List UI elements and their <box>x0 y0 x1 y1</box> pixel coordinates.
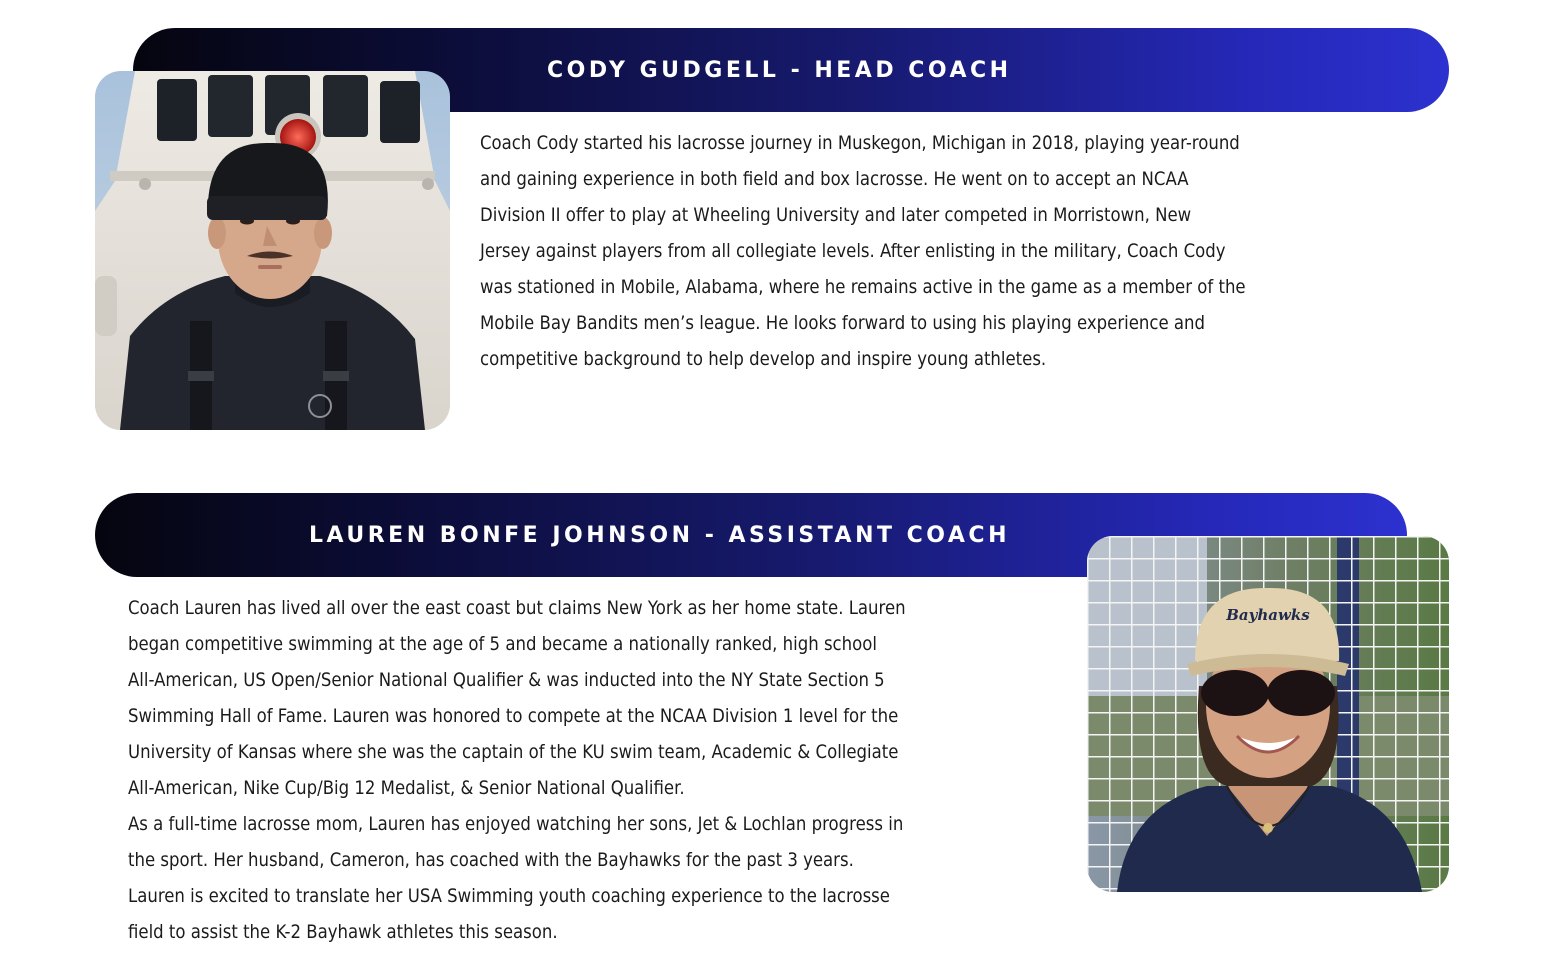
bio-line: University of Kansas where she was the captain of the KU swim team, Academic & Collegiate <box>128 741 899 763</box>
bio-line: Jersey against players from all collegiate levels. After enlisting in the military, Coach Cody <box>480 240 1226 262</box>
head-coach-photo <box>95 71 450 430</box>
bio-line: All-American, Nike Cup/Big 12 Medalist, & Senior National Qualifier. <box>128 777 685 799</box>
assistant-coach-photo <box>1087 536 1449 892</box>
bio-line: Lauren is excited to translate her USA Swimming youth coaching experience to the lacrosse <box>128 885 890 907</box>
bio-line: Coach Lauren has lived all over the east coast but claims New York as her home state. Lauren <box>128 597 906 619</box>
head-coach-bio <box>480 125 1411 377</box>
bio-line: was stationed in Mobile, Alabama, where he remains active in the game as a member of the <box>480 276 1246 298</box>
bio-line: Mobile Bay Bandits men’s league. He looks forward to using his playing experience and <box>480 312 1205 334</box>
bio-line: All-American, US Open/Senior National Qualifier & was inducted into the NY State Section 5 <box>128 669 885 691</box>
assistant-coach-bio <box>128 590 1059 950</box>
bio-line: Coach Cody started his lacrosse journey in Muskegon, Michigan in 2018, playing year-round <box>480 132 1240 154</box>
assistant-coach-photo-image <box>1087 536 1449 892</box>
head-coach-photo-image <box>95 71 450 430</box>
head-coach-title: CODY GUDGELL - HEAD COACH <box>547 57 1012 83</box>
bio-line: and gaining experience in both field and box lacrosse. He went on to accept an NCAA <box>480 168 1189 190</box>
bio-line: Swimming Hall of Fame. Lauren was honored to compete at the NCAA Division 1 level for the <box>128 705 899 727</box>
bio-line: competitive background to help develop and inspire young athletes. <box>480 348 1047 370</box>
bio-line: field to assist the K-2 Bayhawk athletes this season. <box>128 921 558 943</box>
cap-logo-text: Bayhawks <box>1226 606 1310 624</box>
bio-line: Division II offer to play at Wheeling University and later competed in Morristown, New <box>480 204 1192 226</box>
bio-line: began competitive swimming at the age of 5 and became a nationally ranked, high school <box>128 633 877 655</box>
bio-line: the sport. Her husband, Cameron, has coached with the Bayhawks for the past 3 years. <box>128 849 854 871</box>
assistant-coach-title: LAUREN BONFE JOHNSON - ASSISTANT COACH <box>309 522 1010 548</box>
bio-line: As a full-time lacrosse mom, Lauren has enjoyed watching her sons, Jet & Lochlan progress in <box>128 813 904 835</box>
